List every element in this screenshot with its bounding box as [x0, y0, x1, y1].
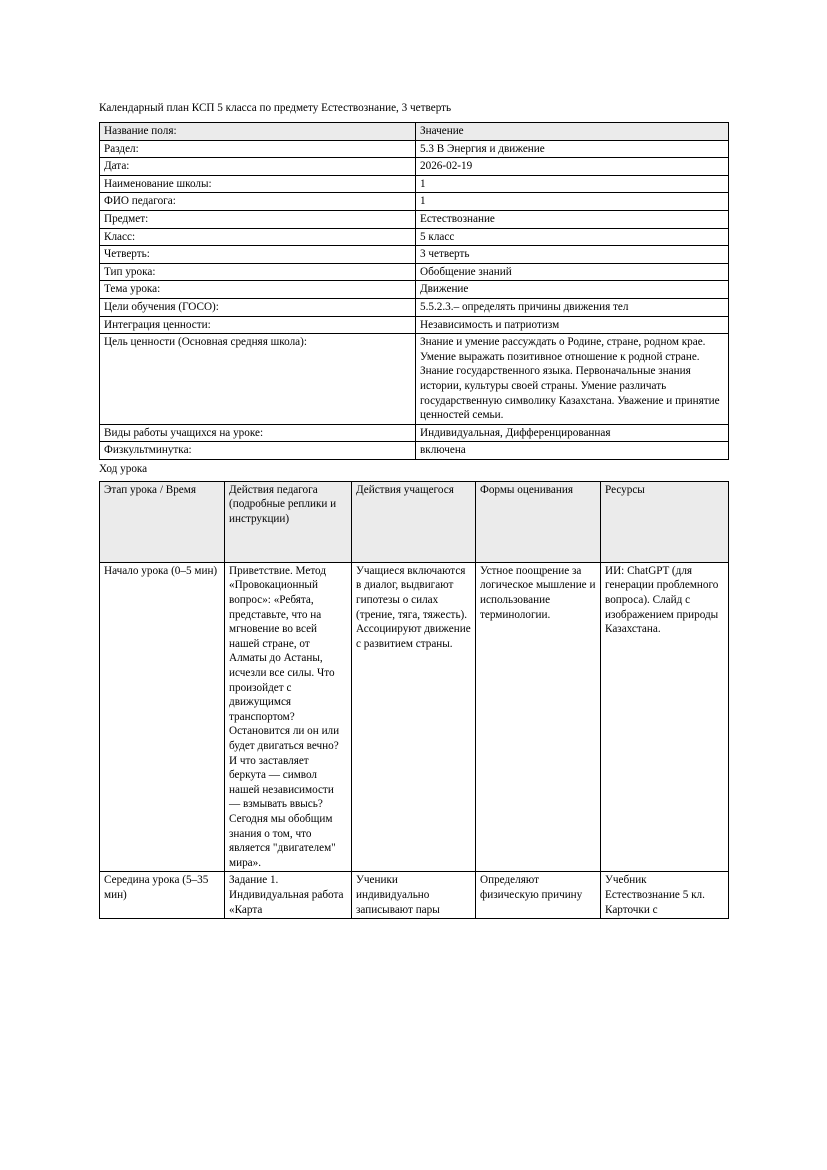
- lesson-info-table: [99, 122, 729, 460]
- header-cell-stage: Этап урока / Время: [100, 481, 225, 562]
- student-actions-cell: Ученики индивидуально записывают пары: [352, 872, 476, 919]
- field-label: Тип урока:: [100, 263, 416, 281]
- table-row: [100, 424, 729, 442]
- field-value: 5.3 В Энергия и движение: [416, 140, 729, 158]
- table-row: [100, 263, 729, 281]
- table-row: [100, 872, 729, 919]
- table-row: [100, 246, 729, 264]
- field-value: Естествознание: [416, 210, 729, 228]
- lesson-flow-table-body: [100, 481, 729, 918]
- field-label: Интеграция ценности:: [100, 316, 416, 334]
- table-row: [100, 562, 729, 871]
- field-label: Раздел:: [100, 140, 416, 158]
- field-label: ФИО педагога:: [100, 193, 416, 211]
- field-label: Физкультминутка:: [100, 442, 416, 460]
- teacher-actions-cell: Задание 1. Индивидуальная работа «Карта: [225, 872, 352, 919]
- lesson-flow-table-wrapper: [99, 481, 728, 919]
- field-label: Наименование школы:: [100, 175, 416, 193]
- lesson-flow-heading: Ход урока: [99, 462, 148, 475]
- page-title: Календарный план КСП 5 класса по предмету Естествознание, 3 четверть: [99, 102, 452, 114]
- field-label: Дата:: [100, 158, 416, 176]
- student-actions-cell: Учащиеся включаются в диалог, выдвигают гипотезы о силах (трение, тяга, тяжесть). Ассоциируют движение с развитием страны.: [352, 562, 476, 871]
- table-header-row: [100, 123, 729, 141]
- header-cell-resources: Ресурсы: [601, 481, 729, 562]
- document-content: [99, 101, 728, 919]
- stage-cell: Начало урока (0–5 мин): [100, 562, 225, 871]
- table-header-row: [100, 481, 729, 562]
- table-row: [100, 158, 729, 176]
- assessment-cell: Определяют физическую причину: [476, 872, 601, 919]
- field-value: Независимость и патриотизм: [416, 316, 729, 334]
- header-cell-teacher-actions: Действия педагога (подробные реплики и инструкции): [225, 481, 352, 562]
- table-row: [100, 298, 729, 316]
- header-cell-value: Значение: [416, 123, 729, 141]
- field-label: Цели обучения (ГОСО):: [100, 298, 416, 316]
- field-value: 3 четверть: [416, 246, 729, 264]
- table-row: [100, 334, 729, 425]
- resources-cell: Учебник Естествознание 5 кл. Карточки с: [601, 872, 729, 919]
- field-label: Цель ценности (Основная средняя школа):: [100, 334, 416, 425]
- field-value: 5.5.2.3.– определять причины движения тел: [416, 298, 729, 316]
- table-row: [100, 316, 729, 334]
- header-cell-assessment: Формы оценивания: [476, 481, 601, 562]
- field-value: 1: [416, 175, 729, 193]
- field-value: 5 класс: [416, 228, 729, 246]
- header-cell-field: Название поля:: [100, 123, 416, 141]
- lesson-flow-table: [99, 481, 729, 919]
- field-value: Знание и умение рассуждать о Родине, стране, родном крае. Умение выражать позитивное отношение к родной стране. Знание государственного языка. Первоначальные знания истории, культуры своей страны. Умение различать государственную символику Казахстана. Уважение и принятие ценностей семьи.: [416, 334, 729, 425]
- field-value: включена: [416, 442, 729, 460]
- teacher-actions-cell: Приветствие. Метод «Провокационный вопрос»: «Ребята, представьте, что на мгновение во всей нашей стране, от Алматы до Астаны, исчезли все силы. Что произойдет с движущимся транспортом? Остановится ли он или будет двигаться вечно? И что заставляет беркута — символ нашей независимости — взмывать ввысь? Сегодня мы обобщим знания о том, что является "двигателем" мира».: [225, 562, 352, 871]
- header-cell-student-actions: Действия учащегося: [352, 481, 476, 562]
- table-row: [100, 442, 729, 460]
- table-row: [100, 210, 729, 228]
- field-label: Тема урока:: [100, 281, 416, 299]
- field-value: 1: [416, 193, 729, 211]
- table-row: [100, 281, 729, 299]
- assessment-cell: Устное поощрение за логическое мышление и использование терминологии.: [476, 562, 601, 871]
- lesson-info-table-body: [100, 123, 729, 460]
- field-value: Движение: [416, 281, 729, 299]
- field-value: 2026-02-19: [416, 158, 729, 176]
- field-value: Обобщение знаний: [416, 263, 729, 281]
- table-row: [100, 175, 729, 193]
- table-row: [100, 140, 729, 158]
- field-label: Предмет:: [100, 210, 416, 228]
- field-label: Четверть:: [100, 246, 416, 264]
- field-label: Виды работы учащихся на уроке:: [100, 424, 416, 442]
- resources-cell: ИИ: ChatGPT (для генерации проблемного вопроса). Слайд с изображением природы Казахстана.: [601, 562, 729, 871]
- field-label: Класс:: [100, 228, 416, 246]
- table-row: [100, 193, 729, 211]
- table-row: [100, 228, 729, 246]
- stage-cell: Середина урока (5–35 мин): [100, 872, 225, 919]
- field-value: Индивидуальная, Дифференцированная: [416, 424, 729, 442]
